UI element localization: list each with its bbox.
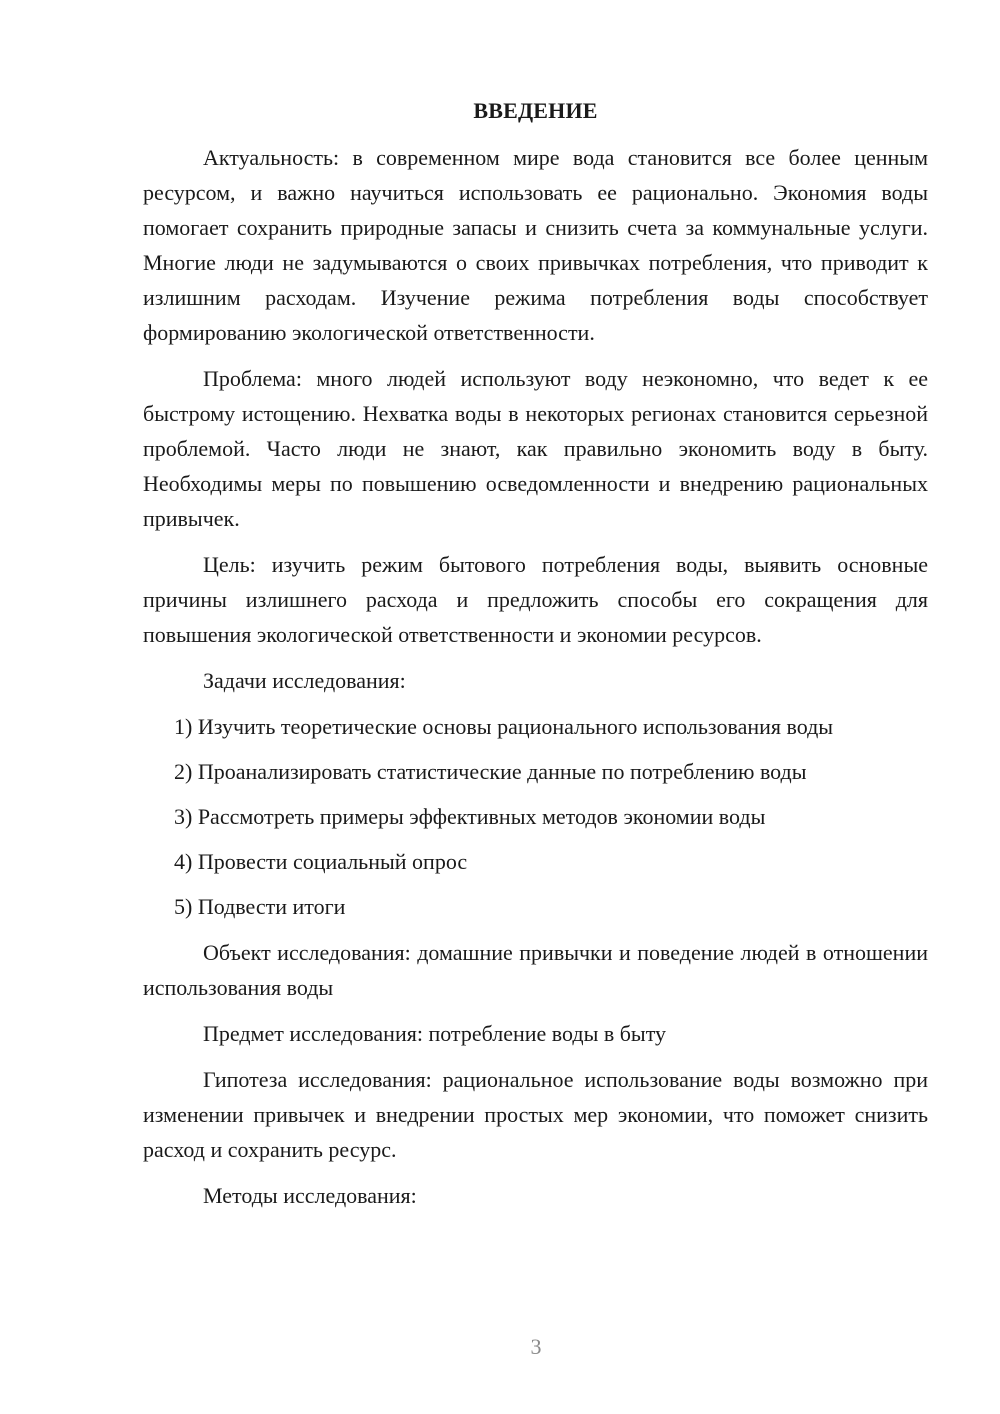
methods-heading: Методы исследования:: [203, 1183, 417, 1208]
problem-paragraph: Проблема: много людей используют воду неэкономно, что ведет к ее быстрому истощению. Нехватка воды в некоторых регионах становится серьезной проблемой. Часто люди не знают, как правильно экономить воду в быту. Необходимы меры по повышению осведомленности и внедрению рациональных привычек.: [143, 366, 928, 531]
tasks-list: [143, 709, 928, 924]
tasks-heading: Задачи исследования:: [203, 668, 406, 693]
goal-paragraph: Цель: изучить режим бытового потребления воды, выявить основные причины излишнего расхода и предложить способы его сокращения для повышения экологической ответственности и экономии ресурсов.: [143, 552, 928, 647]
page-number: 3: [530, 1334, 542, 1359]
task-item: 3) Рассмотреть примеры эффективных методов экономии воды: [174, 804, 766, 829]
object-paragraph: Объект исследования: домашние привычки и поведение людей в отношении использования воды: [143, 940, 928, 1000]
section-title: ВВЕДЕНИЕ: [473, 98, 598, 123]
relevance-paragraph: Актуальность: в современном мире вода становится все более ценным ресурсом, и важно научиться использовать ее рационально. Экономия воды помогает сохранить природные запасы и снизить счета за коммунальные услуги. Многие люди не задумываются о своих привычках потребления, что приводит к излишним расходам. Изучение режима потребления воды способствует формированию экологической ответственности.: [143, 145, 928, 345]
hypothesis-paragraph: Гипотеза исследования: рациональное использование воды возможно при изменении привычек и внедрении простых мер экономии, что поможет снизить расход и сохранить ресурс.: [143, 1067, 928, 1162]
task-item: 4) Провести социальный опрос: [174, 849, 468, 874]
task-item: 5) Подвести итоги: [174, 894, 346, 919]
task-item: 1) Изучить теоретические основы рационального использования воды: [174, 714, 834, 739]
subject-paragraph: Предмет исследования: потребление воды в быту: [203, 1021, 667, 1046]
task-item: 2) Проанализировать статистические данные по потреблению воды: [174, 759, 807, 784]
page-content: [143, 96, 928, 1224]
